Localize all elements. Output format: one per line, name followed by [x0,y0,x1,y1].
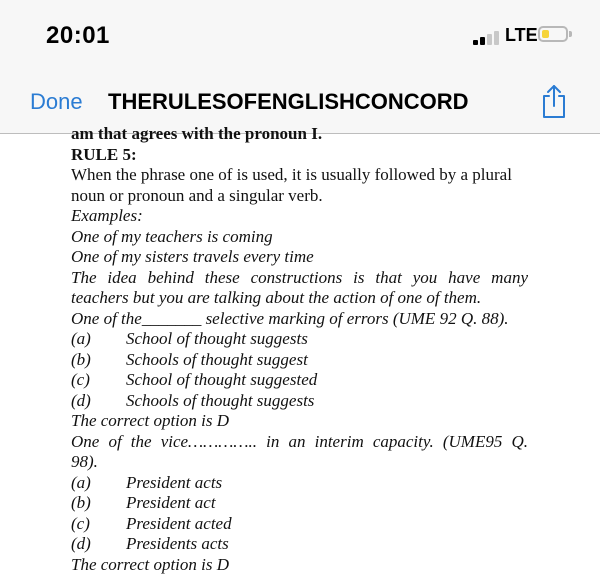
example-1: One of my teachers is coming [71,227,273,246]
question-2-prompt-line-2: 98). [71,452,98,471]
done-button[interactable]: Done [30,89,83,114]
question-1-option-letter: (a) [71,329,91,348]
explanation-line-2: teachers but you are talking about the action of one of them. [71,288,482,307]
question-1-option-letter: (d) [71,391,91,410]
rule-text-line-1: When the phrase one of is used, it is usually followed by a plural [71,165,512,184]
question-1-option-letter: (b) [71,350,91,369]
question-2-option-text: President acts [126,473,223,492]
battery-icon [538,26,568,42]
question-1-option-text: Schools of thought suggests [126,391,315,410]
rule-heading: RULE 5: [71,145,137,164]
network-type-label: LTE [505,25,538,45]
question-2-answer: The correct option is D [71,555,230,574]
question-2-option-text: President acted [126,514,232,533]
document-viewer[interactable] [0,124,600,575]
status-bar [0,0,600,72]
question-2-option-letter: (d) [71,534,91,553]
question-2-option-text: Presidents acts [126,534,229,553]
question-1-option-letter: (c) [71,370,90,389]
document-title: THERULESOFENGLISHCONCORD [108,89,469,114]
rule-text-line-2: noun or pronoun and a singular verb. [71,186,323,205]
battery-level-fill [542,30,549,38]
signal-strength-icon [473,29,503,45]
question-2-prompt-line-1: One of the vice………….. in an interim capacity. (UME95 Q. [71,432,528,451]
question-1-prompt: One of the_______ selective marking of errors (UME 92 Q. 88). [71,309,509,328]
question-1-answer: The correct option is D [71,411,230,430]
question-2-option-letter: (b) [71,493,91,512]
question-2-option-text: President act [126,493,216,512]
cut-off-text: am that agrees with the pronoun I. [71,124,323,143]
examples-label: Examples: [71,206,143,225]
status-time: 20:01 [46,22,110,49]
battery-nub [569,31,572,37]
question-1-option-text: School of thought suggested [126,370,318,389]
question-2-option-letter: (a) [71,473,91,492]
share-icon[interactable] [539,83,569,119]
example-2: One of my sisters travels every time [71,247,314,266]
question-2-option-letter: (c) [71,514,90,533]
question-1-option-text: Schools of thought suggest [126,350,308,369]
explanation-line-1: The idea behind these constructions is that you have many [71,268,528,287]
question-1-option-text: School of thought suggests [126,329,308,348]
